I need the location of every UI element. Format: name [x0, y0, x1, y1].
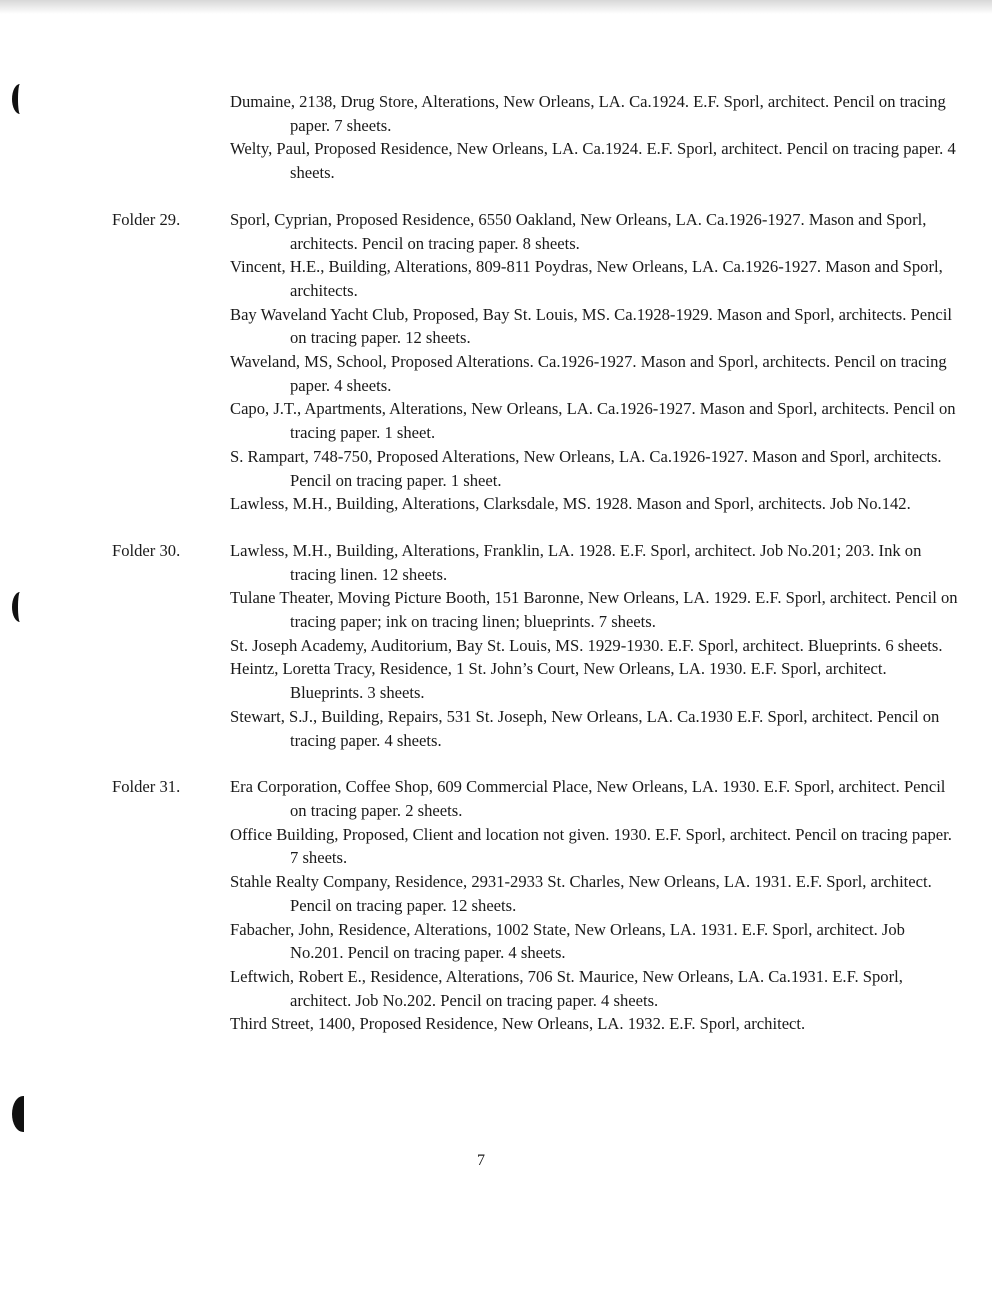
scan-edge-shadow	[0, 0, 992, 14]
drawing-entry: Leftwich, Robert E., Residence, Alterations, 706 St. Maurice, New Orleans, LA. Ca.1931. E.F. Sporl, architect. Job No.202. Pencil on tracing paper. 4 sheets.	[230, 966, 903, 1010]
binder-hole-mark	[12, 592, 28, 622]
drawing-entry: Sporl, Cyprian, Proposed Residence, 6550 Oakland, New Orleans, LA. Ca.1926-1927. Mason and Sporl, architects. Pencil on tracing paper. 8 sheets.	[230, 209, 927, 253]
drawing-entry: Lawless, M.H., Building, Alterations, Clarksdale, MS. 1928. Mason and Sporl, architects. Job No.142.	[230, 494, 911, 514]
drawing-entry: Era Corporation, Coffee Shop, 609 Commercial Place, New Orleans, LA. 1930. E.F. Sporl, architect. Pencil on tracing paper. 2 sheets.	[230, 777, 946, 820]
drawing-entry: Dumaine, 2138, Drug Store, Alterations, New Orleans, LA. Ca.1924. E.F. Sporl, architect. Pencil on tracing paper. 7 sheets.	[230, 92, 946, 135]
folder-section	[112, 775, 962, 1036]
folder-section	[112, 208, 962, 516]
folder-section	[112, 539, 962, 752]
binder-hole-mark	[12, 1096, 34, 1132]
folder-label: Folder 31.	[112, 777, 181, 797]
drawing-entry: Stahle Realty Company, Residence, 2931-2933 St. Charles, New Orleans, LA. 1931. E.F. Sporl, architect. Pencil on tracing paper. 12 sheets.	[230, 872, 932, 915]
finding-aid-list	[112, 90, 962, 1036]
drawing-entry: Stewart, S.J., Building, Repairs, 531 St. Joseph, New Orleans, LA. Ca.1930 E.F. Sporl, architect. Pencil on tracing paper. 4 sheets.	[230, 706, 940, 750]
folder-label: Folder 30.	[112, 540, 181, 560]
drawing-entry: Welty, Paul, Proposed Residence, New Orleans, LA. Ca.1924. E.F. Sporl, architect. Pencil on tracing paper. 4 sheets.	[230, 139, 956, 183]
binder-hole-mark	[12, 84, 28, 114]
folder-label: Folder 29.	[112, 209, 181, 229]
drawing-entry: Office Building, Proposed, Client and location not given. 1930. E.F. Sporl, architect. Pencil on tracing paper. 7 sheets.	[230, 824, 952, 868]
drawing-entry: S. Rampart, 748-750, Proposed Alterations, New Orleans, LA. Ca.1926-1927. Mason and Sporl, architects. Pencil on tracing paper. 1 sheet.	[230, 446, 942, 490]
page-number: 7	[477, 1152, 485, 1169]
folder-entries	[230, 90, 962, 185]
folder-section	[112, 90, 962, 185]
folder-entries	[230, 775, 962, 1036]
drawing-entry: Capo, J.T., Apartments, Alterations, New Orleans, LA. Ca.1926-1927. Mason and Sporl, architects. Pencil on tracing paper. 1 sheet.	[230, 399, 956, 443]
drawing-entry: Tulane Theater, Moving Picture Booth, 151 Baronne, New Orleans, LA. 1929. E.F. Sporl, architect. Pencil on tracing paper; ink on tracing linen; blueprints. 7 sheets.	[230, 588, 958, 632]
folder-entries	[230, 539, 962, 752]
drawing-entry: Vincent, H.E., Building, Alterations, 809-811 Poydras, New Orleans, LA. Ca.1926-1927. Mason and Sporl, architects.	[230, 257, 943, 300]
drawing-entry: Heintz, Loretta Tracy, Residence, 1 St. John’s Court, New Orleans, LA. 1930. E.F. Sporl, architect. Blueprints. 3 sheets.	[230, 659, 887, 703]
drawing-entry: Third Street, 1400, Proposed Residence, New Orleans, LA. 1932. E.F. Sporl, architect.	[230, 1014, 806, 1034]
drawing-entry: Waveland, MS, School, Proposed Alterations. Ca.1926-1927. Mason and Sporl, architects. Pencil on tracing paper. 4 sheets.	[230, 352, 947, 395]
folder-entries	[230, 208, 962, 516]
drawing-entry: St. Joseph Academy, Auditorium, Bay St. Louis, MS. 1929-1930. E.F. Sporl, architect. Blueprints. 6 sheets.	[230, 635, 943, 655]
drawing-entry: Fabacher, John, Residence, Alterations, 1002 State, New Orleans, LA. 1931. E.F. Sporl, architect. Job No.201. Pencil on tracing paper. 4 sheets.	[230, 919, 905, 963]
drawing-entry: Lawless, M.H., Building, Alterations, Franklin, LA. 1928. E.F. Sporl, architect. Job No.201; 203. Ink on tracing linen. 12 sheets.	[230, 540, 922, 584]
drawing-entry: Bay Waveland Yacht Club, Proposed, Bay St. Louis, MS. Ca.1928-1929. Mason and Sporl, architects. Pencil on tracing paper. 12 sheets.	[230, 304, 952, 348]
